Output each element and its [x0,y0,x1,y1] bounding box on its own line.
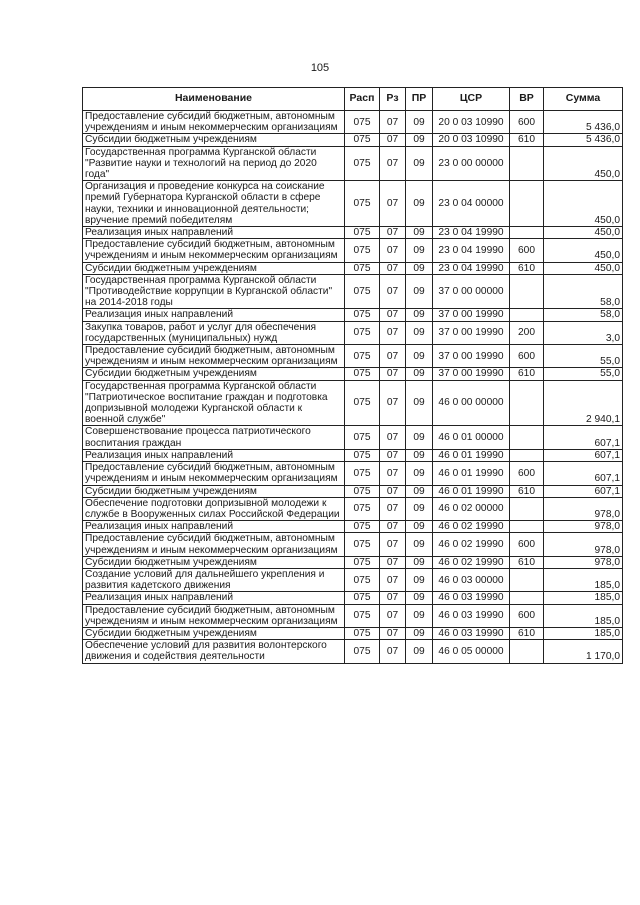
cell-name: Субсидии бюджетным учреждениям [83,368,345,380]
cell-sum: 607,1 [544,426,623,449]
cell-name: Реализация иных направлений [83,592,345,604]
cell-vr [510,380,544,426]
cell-sum: 1 170,0 [544,640,623,663]
cell-csr: 37 0 00 00000 [433,274,510,309]
cell-rasp: 075 [345,227,380,239]
cell-rz: 07 [380,485,406,497]
cell-pr: 09 [406,274,433,309]
cell-rz: 07 [380,604,406,627]
cell-csr: 46 0 05 00000 [433,640,510,663]
cell-sum: 978,0 [544,497,623,520]
header-csr: ЦСР [433,88,510,111]
cell-csr: 20 0 03 10990 [433,111,510,134]
cell-rz: 07 [380,274,406,309]
header-name: Наименование [83,88,345,111]
cell-name: Закупка товаров, работ и услуг для обеспечения государственных (муниципальных) нужд [83,321,345,344]
cell-csr: 37 0 00 19990 [433,345,510,368]
cell-vr: 600 [510,345,544,368]
cell-pr: 09 [406,449,433,461]
cell-name: Обеспечение условий для развития волонтерского движения и содействия деятельности [83,640,345,663]
cell-rz: 07 [380,181,406,227]
cell-rasp: 075 [345,345,380,368]
header-pr: ПР [406,88,433,111]
table-row [83,274,623,309]
cell-csr: 23 0 04 19990 [433,239,510,262]
cell-rasp: 075 [345,485,380,497]
table-row [83,449,623,461]
table-row [83,533,623,556]
cell-rasp: 075 [345,592,380,604]
table-row [83,262,623,274]
cell-rz: 07 [380,462,406,485]
table-row [83,426,623,449]
cell-rasp: 075 [345,239,380,262]
cell-csr: 46 0 00 00000 [433,380,510,426]
cell-csr: 23 0 00 00000 [433,146,510,181]
cell-vr: 600 [510,111,544,134]
table-row [83,321,623,344]
cell-rz: 07 [380,568,406,591]
cell-rz: 07 [380,380,406,426]
cell-vr: 610 [510,556,544,568]
cell-sum: 58,0 [544,274,623,309]
cell-rasp: 075 [345,604,380,627]
cell-vr [510,274,544,309]
cell-pr: 09 [406,380,433,426]
cell-pr: 09 [406,497,433,520]
cell-sum: 5 436,0 [544,111,623,134]
cell-csr: 23 0 04 19990 [433,227,510,239]
header-vr: ВР [510,88,544,111]
cell-pr: 09 [406,227,433,239]
cell-pr: 09 [406,146,433,181]
cell-rz: 07 [380,592,406,604]
cell-name: Предоставление субсидий бюджетным, автономным учреждениям и иным некоммерческим организациям [83,604,345,627]
cell-csr: 46 0 02 19990 [433,556,510,568]
cell-csr: 37 0 00 19990 [433,321,510,344]
cell-sum: 5 436,0 [544,134,623,146]
cell-csr: 46 0 01 19990 [433,462,510,485]
cell-rasp: 075 [345,309,380,321]
cell-sum: 978,0 [544,556,623,568]
cell-name: Субсидии бюджетным учреждениям [83,262,345,274]
table-row [83,627,623,639]
cell-rasp: 075 [345,321,380,344]
cell-vr: 610 [510,485,544,497]
cell-csr: 46 0 01 19990 [433,449,510,461]
cell-rasp: 075 [345,426,380,449]
page-number: 105 [310,62,330,74]
cell-vr: 610 [510,134,544,146]
cell-rz: 07 [380,345,406,368]
cell-name: Предоставление субсидий бюджетным, автономным учреждениям и иным некоммерческим организациям [83,111,345,134]
budget-table [82,87,623,664]
cell-rasp: 075 [345,568,380,591]
cell-rasp: 075 [345,556,380,568]
cell-pr: 09 [406,262,433,274]
cell-vr: 600 [510,533,544,556]
cell-rz: 07 [380,134,406,146]
cell-rasp: 075 [345,627,380,639]
cell-rz: 07 [380,239,406,262]
table-row [83,227,623,239]
cell-sum: 185,0 [544,604,623,627]
cell-sum: 607,1 [544,485,623,497]
cell-pr: 09 [406,485,433,497]
cell-rz: 07 [380,321,406,344]
cell-vr: 200 [510,321,544,344]
cell-name: Предоставление субсидий бюджетным, автономным учреждениям и иным некоммерческим организациям [83,345,345,368]
cell-csr: 46 0 03 19990 [433,627,510,639]
cell-vr: 610 [510,627,544,639]
cell-name: Реализация иных направлений [83,227,345,239]
cell-name: Субсидии бюджетным учреждениям [83,485,345,497]
table-row [83,485,623,497]
cell-vr: 600 [510,239,544,262]
cell-vr: 600 [510,604,544,627]
cell-sum: 978,0 [544,521,623,533]
cell-pr: 09 [406,345,433,368]
cell-sum: 185,0 [544,568,623,591]
cell-rasp: 075 [345,533,380,556]
cell-csr: 46 0 01 00000 [433,426,510,449]
cell-vr [510,181,544,227]
cell-rasp: 075 [345,181,380,227]
cell-csr: 46 0 03 19990 [433,592,510,604]
cell-rasp: 075 [345,462,380,485]
cell-csr: 23 0 04 00000 [433,181,510,227]
table-row [83,134,623,146]
cell-vr [510,309,544,321]
cell-name: Реализация иных направлений [83,521,345,533]
cell-vr [510,146,544,181]
cell-pr: 09 [406,604,433,627]
cell-rz: 07 [380,309,406,321]
table-row [83,521,623,533]
cell-name: Предоставление субсидий бюджетным, автономным учреждениям и иным некоммерческим организациям [83,239,345,262]
cell-rz: 07 [380,227,406,239]
cell-rasp: 075 [345,521,380,533]
cell-csr: 46 0 03 19990 [433,604,510,627]
table-row [83,497,623,520]
cell-csr: 23 0 04 19990 [433,262,510,274]
cell-rz: 07 [380,556,406,568]
cell-pr: 09 [406,181,433,227]
cell-sum: 185,0 [544,627,623,639]
cell-rz: 07 [380,426,406,449]
cell-rz: 07 [380,368,406,380]
table-row [83,111,623,134]
cell-rasp: 075 [345,368,380,380]
cell-sum: 58,0 [544,309,623,321]
cell-name: Организация и проведение конкурса на соискание премий Губернатора Курганской области в сфере науки, техники и инновационной деятельности; вручение премий победителям [83,181,345,227]
cell-name: Реализация иных направлений [83,449,345,461]
table-row [83,368,623,380]
cell-name: Субсидии бюджетным учреждениям [83,556,345,568]
cell-csr: 37 0 00 19990 [433,368,510,380]
cell-rz: 07 [380,497,406,520]
cell-rasp: 075 [345,449,380,461]
cell-csr: 46 0 03 00000 [433,568,510,591]
cell-rasp: 075 [345,146,380,181]
cell-rz: 07 [380,262,406,274]
cell-sum: 978,0 [544,533,623,556]
cell-pr: 09 [406,556,433,568]
header-sum: Сумма [544,88,623,111]
cell-name: Государственная программа Курганской области "Развитие науки и технологий на период до 2020 года" [83,146,345,181]
cell-vr: 610 [510,262,544,274]
table-row [83,345,623,368]
cell-pr: 09 [406,521,433,533]
cell-name: Государственная программа Курганской области "Патриотическое воспитание граждан и подготовка допризывной молодежи Курганской области к военной службе" [83,380,345,426]
cell-rasp: 075 [345,134,380,146]
cell-name: Субсидии бюджетным учреждениям [83,134,345,146]
cell-sum: 450,0 [544,239,623,262]
table-row [83,462,623,485]
cell-vr [510,568,544,591]
cell-rasp: 075 [345,111,380,134]
cell-name: Субсидии бюджетным учреждениям [83,627,345,639]
cell-name: Реализация иных направлений [83,309,345,321]
cell-sum: 2 940,1 [544,380,623,426]
cell-pr: 09 [406,426,433,449]
cell-pr: 09 [406,592,433,604]
cell-vr [510,449,544,461]
cell-sum: 55,0 [544,368,623,380]
cell-rz: 07 [380,111,406,134]
cell-sum: 450,0 [544,146,623,181]
cell-pr: 09 [406,134,433,146]
cell-vr [510,426,544,449]
table-row [83,309,623,321]
header-rasp: Расп [345,88,380,111]
cell-sum: 450,0 [544,227,623,239]
cell-pr: 09 [406,568,433,591]
cell-rasp: 075 [345,380,380,426]
cell-name: Обеспечение подготовки допризывной молодежи к службе в Вооруженных силах Российской Федерации [83,497,345,520]
table-row [83,640,623,663]
cell-pr: 09 [406,462,433,485]
cell-vr [510,640,544,663]
cell-rz: 07 [380,640,406,663]
table-row [83,592,623,604]
cell-sum: 607,1 [544,449,623,461]
cell-csr: 46 0 02 19990 [433,521,510,533]
cell-pr: 09 [406,627,433,639]
cell-name: Создание условий для дальнейшего укрепления и развития кадетского движения [83,568,345,591]
table-row [83,380,623,426]
table-row [83,239,623,262]
cell-sum: 450,0 [544,181,623,227]
table-row [83,146,623,181]
cell-sum: 3,0 [544,321,623,344]
table-row [83,568,623,591]
cell-sum: 185,0 [544,592,623,604]
table-row [83,556,623,568]
cell-pr: 09 [406,533,433,556]
cell-csr: 37 0 00 19990 [433,309,510,321]
cell-rz: 07 [380,449,406,461]
cell-vr [510,227,544,239]
cell-name: Предоставление субсидий бюджетным, автономным учреждениям и иным некоммерческим организациям [83,462,345,485]
cell-vr [510,521,544,533]
header-rz: Рз [380,88,406,111]
cell-rasp: 075 [345,274,380,309]
cell-sum: 55,0 [544,345,623,368]
cell-rasp: 075 [345,640,380,663]
table-body [83,111,623,664]
cell-rz: 07 [380,521,406,533]
cell-vr: 610 [510,368,544,380]
cell-pr: 09 [406,111,433,134]
cell-pr: 09 [406,309,433,321]
cell-rz: 07 [380,533,406,556]
cell-vr: 600 [510,462,544,485]
cell-sum: 450,0 [544,262,623,274]
cell-name: Государственная программа Курганской области "Противодействие коррупции в Курганской области" на 2014-2018 годы [83,274,345,309]
cell-csr: 46 0 02 19990 [433,533,510,556]
cell-sum: 607,1 [544,462,623,485]
cell-rasp: 075 [345,262,380,274]
cell-vr [510,497,544,520]
cell-rz: 07 [380,146,406,181]
cell-name: Предоставление субсидий бюджетным, автономным учреждениям и иным некоммерческим организациям [83,533,345,556]
cell-name: Совершенствование процесса патриотического воспитания граждан [83,426,345,449]
cell-pr: 09 [406,239,433,262]
cell-csr: 46 0 02 00000 [433,497,510,520]
cell-csr: 46 0 01 19990 [433,485,510,497]
cell-pr: 09 [406,321,433,344]
table-row [83,604,623,627]
cell-csr: 20 0 03 10990 [433,134,510,146]
cell-vr [510,592,544,604]
cell-pr: 09 [406,368,433,380]
cell-pr: 09 [406,640,433,663]
table-row [83,181,623,227]
header-row [83,88,623,111]
cell-rasp: 075 [345,497,380,520]
cell-rz: 07 [380,627,406,639]
